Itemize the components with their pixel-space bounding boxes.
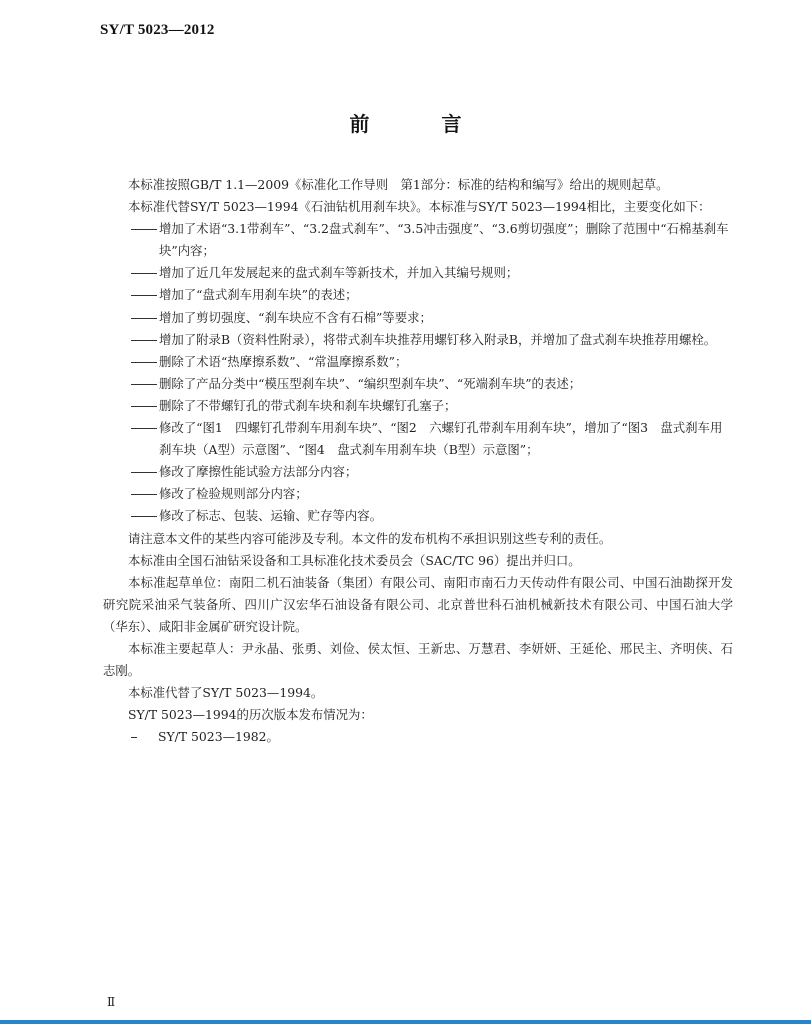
changes-list xyxy=(103,218,733,527)
bottom-accent-bar xyxy=(0,1020,811,1024)
list-item: 增加了附录B（资料性附录），将带式刹车块推荐用螺钉移入附录B，并增加了盘式刹车块推荐用螺栓。 xyxy=(159,331,717,347)
list-item: 修改了标志、包装、运输、贮存等内容。 xyxy=(159,508,383,524)
history-item: SY/T 5023—1982。 xyxy=(103,726,733,748)
dash-bullet xyxy=(131,737,137,738)
paragraph-replacement: 本标准代替SY/T 5023—1994《石油钻机用刹车块》。本标准与SY/T 5023—1994相比，主要变化如下： xyxy=(128,199,711,215)
list-item: 删除了术语“热摩擦系数”、“常温摩擦系数”； xyxy=(159,353,408,369)
list-item: 增加了术语“3.1带刹车”、“3.2盘式刹车”、“3.5冲击强度”、“3.6剪切强度”；删除了范围中“石棉基刹车块”内容； xyxy=(159,221,729,259)
list-item: 修改了检验规则部分内容； xyxy=(159,486,308,502)
paragraph-replaces: 本标准代替了SY/T 5023—1994。 xyxy=(128,685,324,701)
standard-code-header: SY/T 5023—2012 xyxy=(100,22,215,38)
list-item: 修改了摩擦性能试验方法部分内容； xyxy=(159,464,358,480)
foreword-body xyxy=(103,174,733,748)
list-item: 删除了产品分类中“模压型刹车块”、“编织型刹车块”、“死端刹车块”的表述； xyxy=(159,375,582,391)
paragraph-proposed-by: 本标准由全国石油钻采设备和工具标准化技术委员会（SAC/TC 96）提出并归口。 xyxy=(128,552,581,568)
page-number: Ⅱ xyxy=(107,995,116,1009)
paragraph-history-intro: SY/T 5023—1994的历次版本发布情况为： xyxy=(128,707,373,723)
page-title: 前 言 xyxy=(349,112,488,136)
list-item: 增加了“盘式刹车用刹车块”的表述； xyxy=(159,287,358,303)
list-item: 增加了近几年发展起来的盘式刹车等新技术，并加入其编号规则； xyxy=(159,265,519,281)
list-item: 删除了不带螺钉孔的带式刹车块和刹车块螺钉孔塞子； xyxy=(159,397,457,413)
paragraph-drafting-units: 本标准起草单位：南阳二机石油装备（集团）有限公司、南阳市南石力天传动件有限公司、中国石油勘探开发研究院采油采气装备所、四川广汉宏华石油设备有限公司、北京普世科石油机械新技术有限公司、中国石油大学（华东）、咸阳非金属矿研究设计院。 xyxy=(103,574,733,634)
paragraph-drafters: 本标准主要起草人：尹永晶、张勇、刘俭、侯太恒、王新忠、万慧君、李妍妍、王延伦、邢民主、齐明侠、石志刚。 xyxy=(103,640,733,679)
paragraph-drafting-rules: 本标准按照GB/T 1.1—2009《标准化工作导则 第1部分：标准的结构和编写》给出的规则起草。 xyxy=(128,177,669,192)
list-item: 修改了“图1 四螺钉孔带刹车用刹车块”、“图2 六螺钉孔带刹车用刹车块”，增加了“图3 盘式刹车用刹车块（A型）示意图”、“图4 盘式刹车用刹车块（B型）示意图”； xyxy=(159,420,723,458)
paragraph-patent-notice: 请注意本文件的某些内容可能涉及专利。本文件的发布机构不承担识别这些专利的责任。 xyxy=(128,530,612,546)
list-item: 增加了剪切强度、“刹车块应不含有石棉”等要求； xyxy=(159,309,432,325)
